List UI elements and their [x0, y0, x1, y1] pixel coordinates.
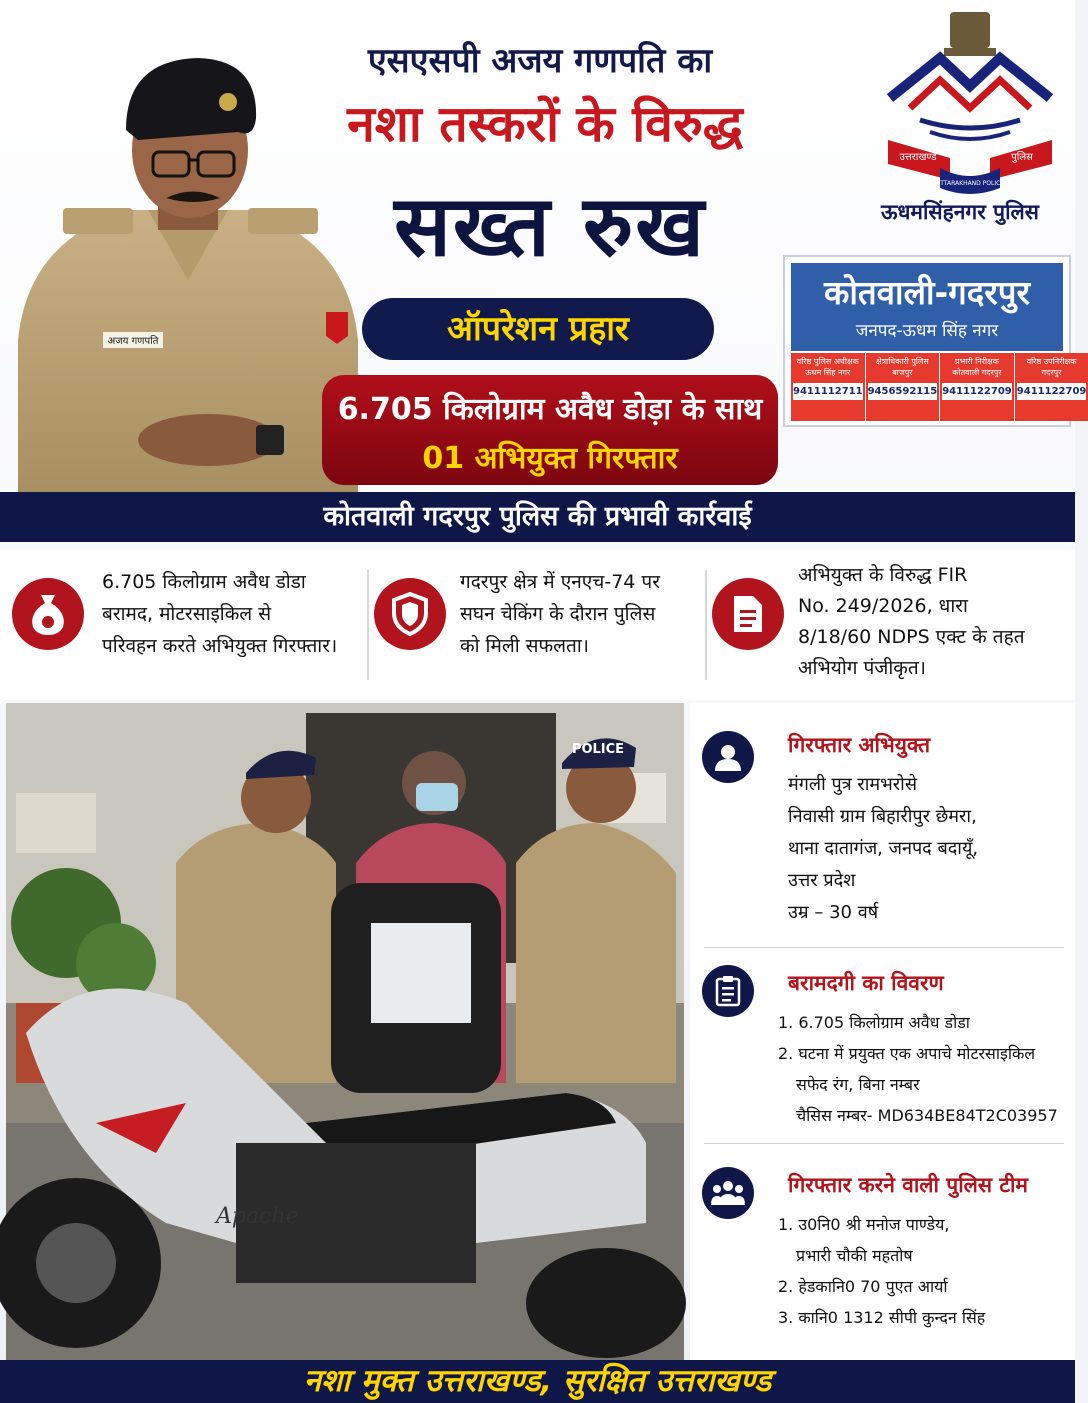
- info-row: [0, 550, 1075, 700]
- info-line: परिवहन करते अभियुक्त गिरफ्तार।: [102, 635, 338, 657]
- footer-slogan: नशा मुक्त उत्तराखण्ड, सुरक्षित उत्तराखण्ड: [0, 1360, 1075, 1403]
- info-line: को मिली सफलता।: [460, 635, 590, 657]
- headline-line2: सख्त रुख: [394, 177, 706, 275]
- recovery-details: [778, 1007, 1058, 1131]
- station-title: कोतवाली-गदरपुर: [823, 273, 1031, 312]
- divider: [704, 947, 1064, 948]
- info-text: [102, 566, 337, 662]
- team-line: 1. उ0नि0 श्री मनोज पाण्डेय,: [778, 1215, 950, 1234]
- seizure-line1: 6.705 किलोग्राम अवैध डोड़ा के साथ: [337, 392, 763, 427]
- info-card-checking: [374, 558, 704, 698]
- police-cap-text: POLICE: [571, 742, 625, 757]
- contact-phone: 9411112711: [793, 383, 863, 401]
- officer-name-tag: अजय गणपति: [107, 336, 159, 347]
- divider: [704, 1143, 1064, 1144]
- recovery-heading: बरामदगी का विवरण: [788, 971, 944, 995]
- contact-place: गदरपुर: [1041, 367, 1062, 377]
- recovery-line: चैसिस नम्बर- MD634BE84T2C03957: [796, 1106, 1058, 1125]
- recovery-line: 2. घटना में प्रयुक्त एक अपाचे मोटरसाइकिल: [778, 1044, 1036, 1063]
- contact-role: क्षेत्राधिकारी पुलिस: [876, 357, 929, 366]
- contact-card: [866, 353, 941, 421]
- seizure-banner: [322, 375, 778, 485]
- info-line: गदरपुर क्षेत्र में एनएच-74 पर: [460, 571, 660, 593]
- clipboard-icon: [702, 965, 754, 1017]
- info-text: [798, 560, 1025, 684]
- accused-line: थाना दातागंज, जनपद बदायूँ,: [788, 838, 979, 859]
- team-line: 3. कानि0 1312 सीपी कुन्दन सिंह: [778, 1308, 986, 1327]
- station-board: [783, 255, 1087, 427]
- emblem-ribbon-bottom: UTTARAKHAND POLICE: [935, 180, 1005, 187]
- info-text: [460, 566, 660, 662]
- details-panel: [690, 703, 1075, 1360]
- seizure-line2: 01 अभियुक्त गिरफ्तार: [422, 441, 678, 476]
- info-card-seizure: [12, 558, 367, 698]
- info-line: 6.705 किलोग्राम अवैध डोडा: [102, 571, 306, 593]
- team-line: प्रभारी चौकी महतोष: [796, 1246, 913, 1265]
- recovery-line: सफेद रंग, बिना नम्बर: [796, 1075, 920, 1094]
- document-icon: [712, 578, 784, 650]
- contact-card: [791, 353, 866, 421]
- action-bar: कोतवाली गदरपुर पुलिस की प्रभावी कार्रवाई: [0, 492, 1075, 542]
- contact-phone: 9411122709: [1017, 383, 1087, 401]
- person-icon: [702, 731, 754, 783]
- station-contacts: [791, 353, 1087, 421]
- accused-heading: गिरफ्तार अभियुक्त: [788, 733, 931, 757]
- contact-place: बाजपुर: [892, 367, 913, 377]
- contact-place: कोतवाली गदरपुर: [952, 367, 1002, 377]
- accused-line: उत्तर प्रदेश: [788, 870, 856, 891]
- shield-icon: [374, 578, 446, 650]
- police-emblem-icon: [880, 8, 1060, 198]
- info-line: अभियोग पंजीकृत।: [798, 657, 926, 679]
- team-line: 2. हेडकानि0 70 पुएत आर्या: [778, 1277, 948, 1296]
- info-line: बरामद, मोटरसाइकिल से: [102, 603, 272, 625]
- station-district: जनपद-ऊधम सिंह नगर: [855, 321, 999, 341]
- poster-subtitle: एसएसपी अजय गणपति का: [367, 41, 713, 81]
- accused-line: निवासी ग्राम बिहारीपुर छेमरा,: [788, 806, 977, 827]
- accused-details: [788, 769, 978, 929]
- contact-phone: 9456592115: [868, 383, 938, 401]
- info-line: No. 249/2026, धारा: [798, 595, 968, 617]
- money-bag-icon: [12, 578, 84, 650]
- operation-badge: ऑपरेशन प्रहार: [362, 298, 714, 360]
- recovery-line: 1. 6.705 किलोग्राम अवैध डोडा: [778, 1013, 970, 1032]
- team-icon: [702, 1167, 754, 1219]
- headline-line1: नशा तस्करों के विरुद्ध: [347, 95, 743, 153]
- info-card-fir: [712, 558, 1067, 698]
- team-heading: गिरफ्तार करने वाली पुलिस टीम: [788, 1173, 1028, 1197]
- info-line: सघन चेकिंग के दौरान पुलिस: [460, 603, 656, 625]
- accused-line: उम्र – 30 वर्ष: [788, 902, 879, 923]
- contact-role: वरिष्ठ उपनिरीक्षक: [1026, 357, 1077, 366]
- police-name: ऊधमसिंहनगर पुलिस: [881, 200, 1039, 224]
- arrest-photo: [6, 703, 684, 1360]
- divider: [367, 570, 369, 680]
- accused-line: मंगली पुत्र रामभरोसे: [788, 774, 918, 795]
- info-line: 8/18/60 NDPS एक्ट के तहत: [798, 626, 1025, 648]
- station-board-header: [791, 263, 1063, 351]
- info-line: अभियुक्त के विरुद्ध FIR: [798, 564, 968, 586]
- contact-role: वरिष्ठ पुलिस अधीक्षक: [796, 357, 859, 366]
- emblem-ribbon-right: पुलिस: [1011, 152, 1033, 163]
- team-details: [778, 1209, 985, 1333]
- bike-brand: Apache: [216, 1204, 299, 1229]
- contact-role: प्रभारी निरीक्षक: [955, 357, 999, 366]
- emblem-ribbon-left: उत्तराखण्ड: [899, 152, 937, 163]
- contact-phone: 9411122709: [942, 383, 1012, 401]
- contact-place: ऊधम सिंह नगर: [805, 367, 851, 377]
- contact-card: [1015, 353, 1088, 421]
- divider: [705, 570, 707, 680]
- contact-card: [940, 353, 1015, 421]
